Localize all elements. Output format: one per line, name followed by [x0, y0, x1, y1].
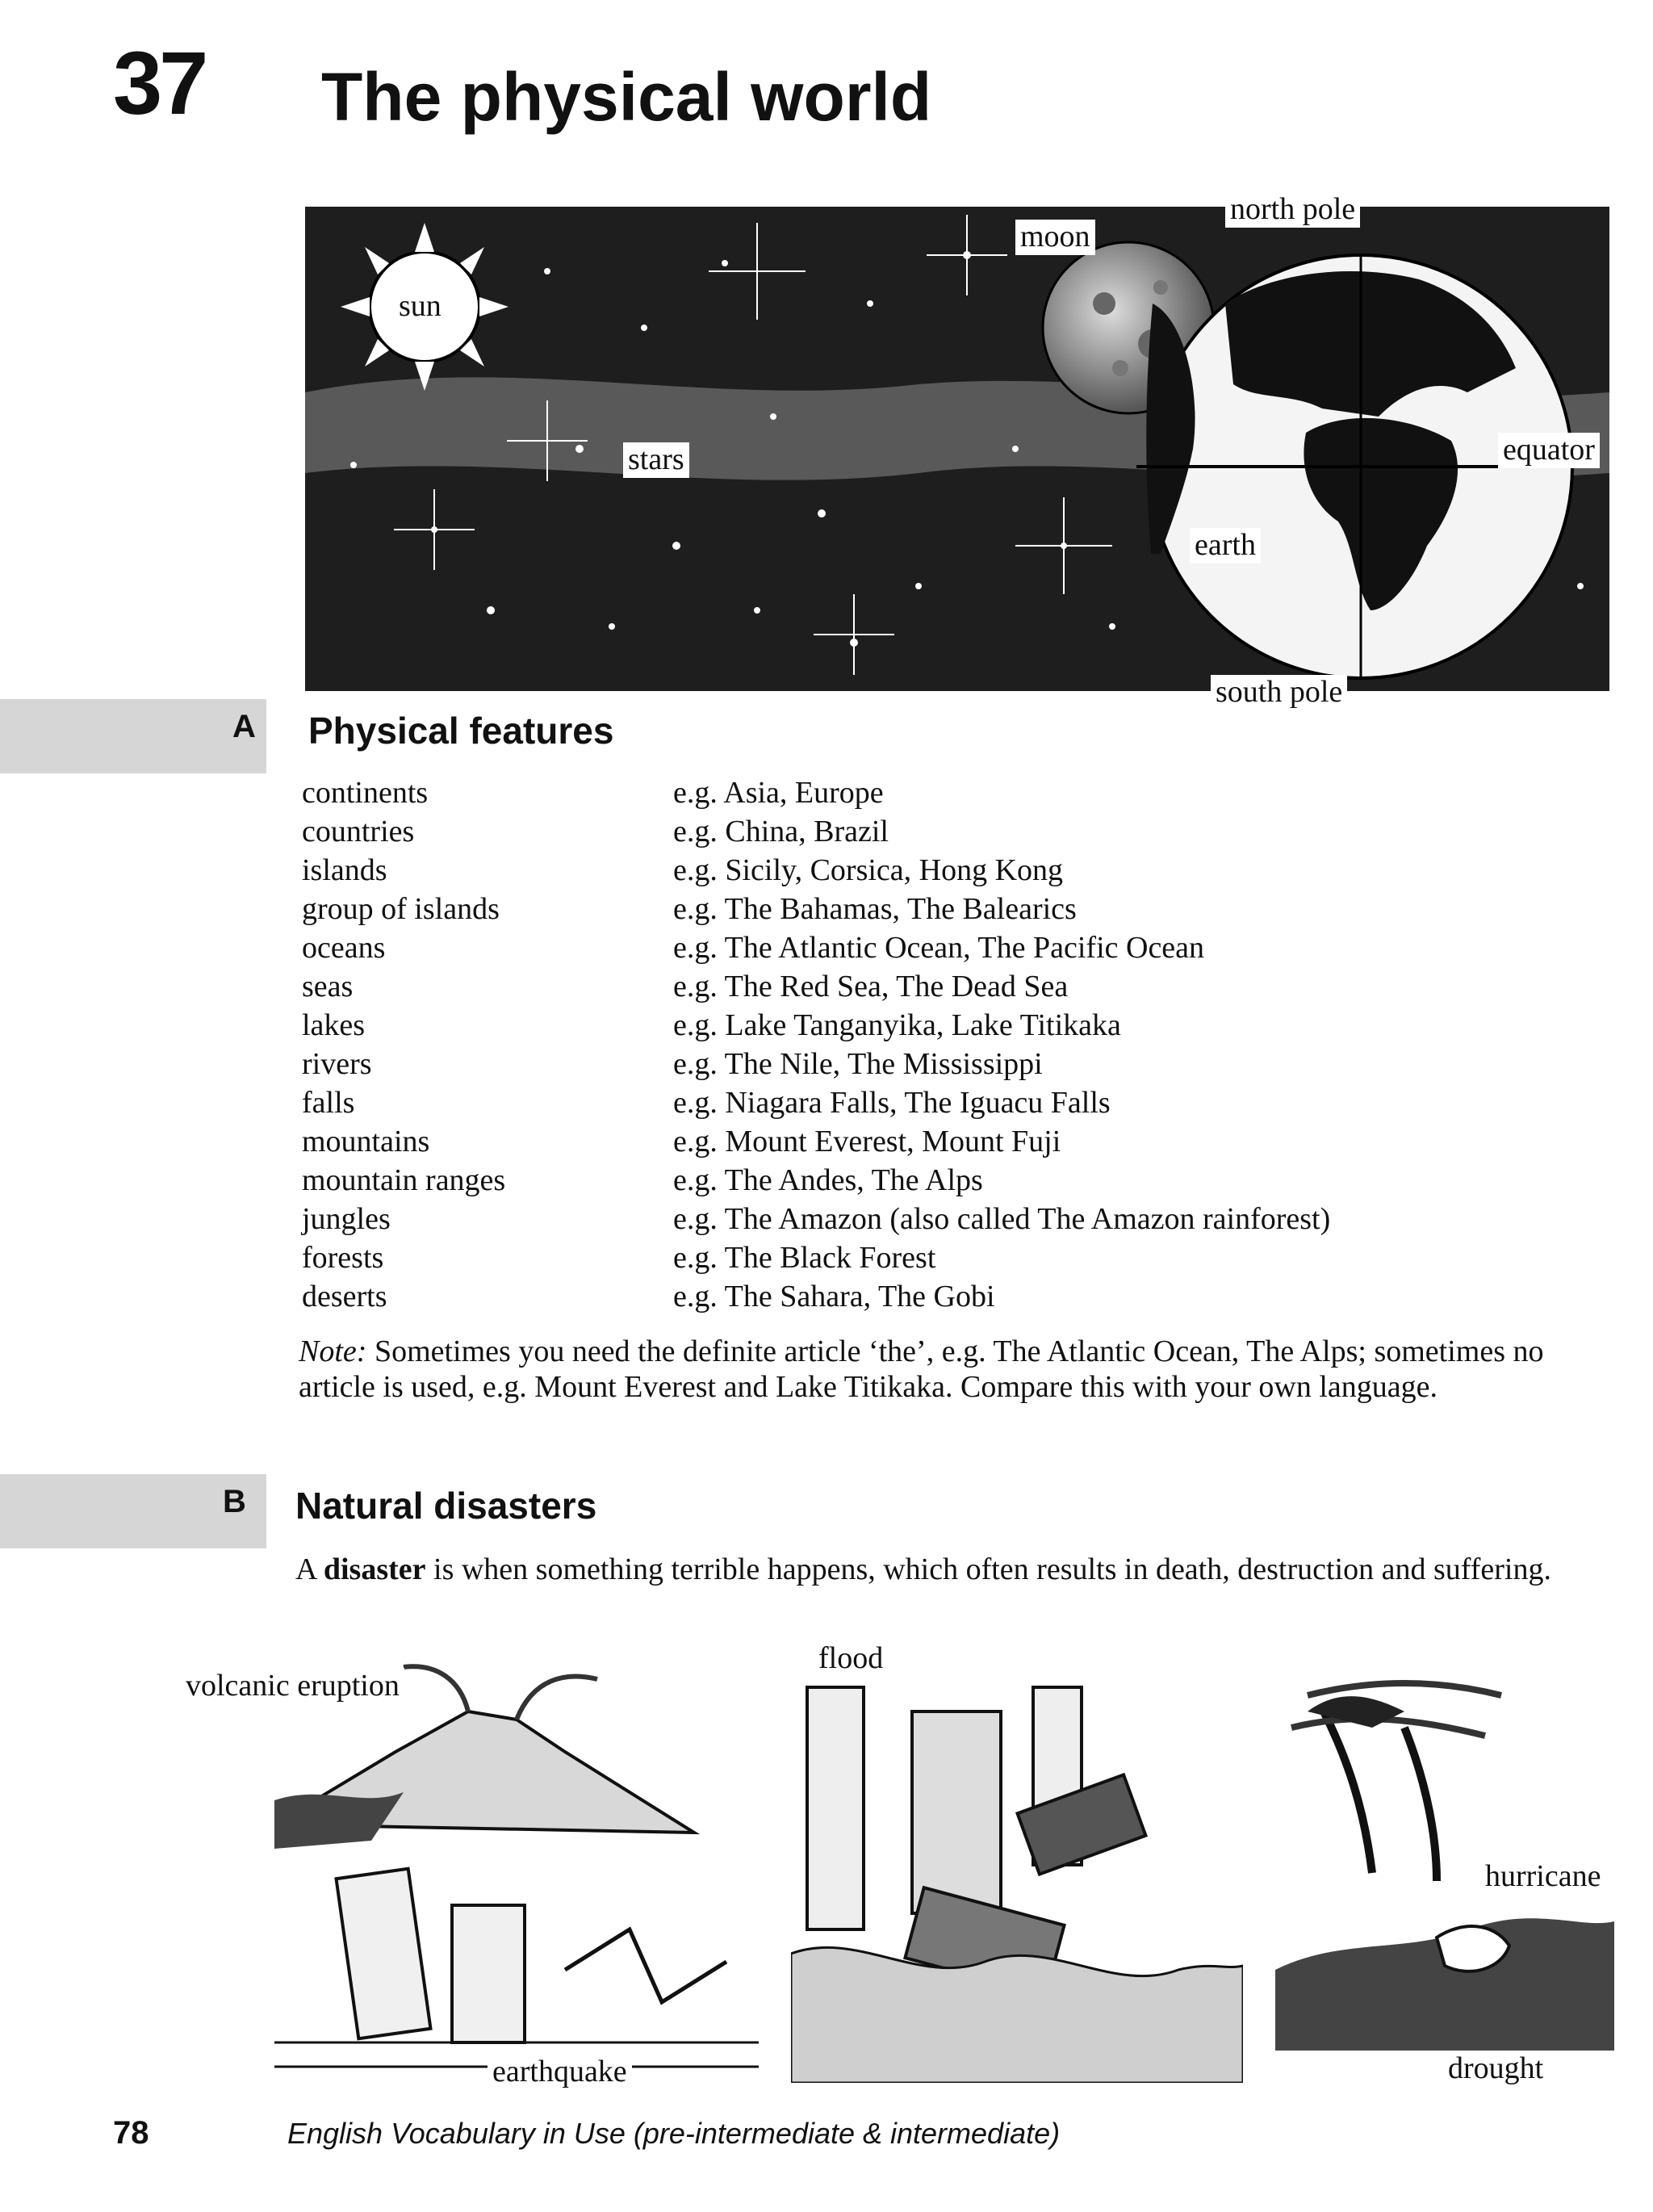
intro-rest: is when something terrible happens, which often results in death, destruction and suffering.: [425, 1552, 1551, 1586]
label-stars: stars: [623, 442, 689, 478]
feature-example: e.g. Asia, Europe: [673, 776, 884, 810]
feature-row: [302, 814, 1634, 853]
feature-name: falls: [302, 1086, 355, 1120]
feature-row: [302, 969, 1634, 1008]
feature-example: e.g. The Amazon (also called The Amazon rainforest): [673, 1202, 1331, 1236]
section-a-tab: [0, 699, 266, 773]
feature-name: islands: [302, 853, 387, 887]
feature-name: mountains: [302, 1125, 430, 1158]
page-number: 78: [113, 2115, 149, 2151]
volcano-earthquake-svg: [274, 1663, 759, 2083]
feature-row: [302, 775, 1634, 814]
intro-start: A: [295, 1552, 324, 1586]
bent-palm-trunks: [1324, 1711, 1437, 1881]
feature-row: [302, 1240, 1634, 1279]
feature-example: e.g. Mount Everest, Mount Fuji: [673, 1125, 1061, 1158]
label-moon: moon: [1015, 220, 1095, 255]
feature-name: forests: [302, 1241, 384, 1275]
feature-name: rivers: [302, 1047, 372, 1081]
feature-name: jungles: [302, 1202, 391, 1236]
feature-name: lakes: [302, 1008, 366, 1042]
feature-row: [302, 1124, 1634, 1163]
label-equator: equator: [1498, 433, 1600, 468]
label-sun: sun: [394, 289, 446, 325]
label-hurricane: hurricane: [1480, 1858, 1605, 1894]
note-text: Sometimes you need the definite article ‘the’, e.g. The Atlantic Ocean, The Alps; sometimes no article is used, e.g. Mount Everest and Lake Titikaka. Compare this with your own language.: [299, 1334, 1544, 1404]
falling-building: [337, 1869, 431, 2039]
feature-example: e.g. The Nile, The Mississippi: [673, 1047, 1043, 1081]
volcano-smoke: [404, 1666, 597, 1720]
feature-row: [302, 853, 1634, 891]
feature-row: [302, 891, 1634, 930]
feature-row: [302, 1201, 1634, 1240]
feature-row: [302, 1008, 1634, 1046]
feature-example: e.g. The Bahamas, The Balearics: [673, 892, 1077, 926]
space-illustration: [305, 207, 1609, 691]
feature-example: e.g. The Red Sea, The Dead Sea: [673, 970, 1069, 1003]
feature-row: [302, 930, 1634, 969]
section-b-letter: B: [223, 1484, 246, 1519]
flood-illustration: [791, 1663, 1243, 2083]
label-south-pole: south pole: [1211, 675, 1347, 710]
flood-building-left: [807, 1687, 864, 1929]
feature-name: mountain ranges: [302, 1163, 506, 1197]
feature-name: continents: [302, 776, 429, 810]
note-label: Note:: [299, 1334, 367, 1368]
section-a-letter: A: [232, 709, 256, 744]
label-earth: earth: [1190, 528, 1261, 563]
feature-example: e.g. Niagara Falls, The Iguacu Falls: [673, 1086, 1111, 1120]
label-volcanic-eruption: volcanic eruption: [181, 1668, 404, 1703]
feature-example: e.g. The Sahara, The Gobi: [673, 1280, 995, 1313]
feature-example: e.g. Lake Tanganyika, Lake Titikaka: [673, 1008, 1121, 1042]
flood-svg: [791, 1663, 1243, 2083]
feature-name: deserts: [302, 1280, 387, 1313]
unit-number: 37: [113, 34, 206, 133]
features-list: [302, 775, 1642, 1332]
space-scene-svg: [305, 207, 1609, 691]
feature-name: oceans: [302, 931, 386, 965]
section-a-title: Physical features: [308, 710, 614, 752]
feature-example: e.g. The Black Forest: [673, 1241, 936, 1275]
disaster-illustrations-left: [274, 1663, 759, 2083]
feature-row: [302, 1163, 1634, 1201]
label-earthquake: earthquake: [488, 2054, 632, 2089]
page-title: The physical world: [321, 59, 932, 135]
label-north-pole: north pole: [1225, 192, 1360, 228]
feature-row: [302, 1085, 1634, 1124]
feature-row: [302, 1279, 1634, 1318]
feature-name: seas: [302, 970, 354, 1003]
feature-example: e.g. The Atlantic Ocean, The Pacific Ocean: [673, 931, 1205, 965]
label-drought: drought: [1443, 2051, 1548, 2086]
note-paragraph: [299, 1334, 1622, 1405]
feature-example: e.g. Sicily, Corsica, Hong Kong: [673, 853, 1064, 887]
feature-name: countries: [302, 815, 415, 848]
feature-name: group of islands: [302, 892, 500, 926]
book-title: English Vocabulary in Use (pre-intermediate & intermediate): [287, 2117, 1061, 2150]
feature-row: [302, 1046, 1634, 1085]
label-flood: flood: [814, 1640, 888, 1676]
flood-building-mid: [912, 1711, 1001, 1913]
volcano-cloud: [274, 1792, 404, 1849]
section-b-title: Natural disasters: [295, 1485, 597, 1527]
feature-example: e.g. China, Brazil: [673, 815, 889, 848]
flood-water: [791, 1947, 1243, 2083]
disaster-intro: [295, 1552, 1627, 1587]
cracked-building: [452, 1905, 525, 2042]
feature-example: e.g. The Andes, The Alps: [673, 1163, 983, 1197]
rubble: [565, 1929, 726, 2002]
keyword-disaster: disaster: [323, 1552, 426, 1586]
